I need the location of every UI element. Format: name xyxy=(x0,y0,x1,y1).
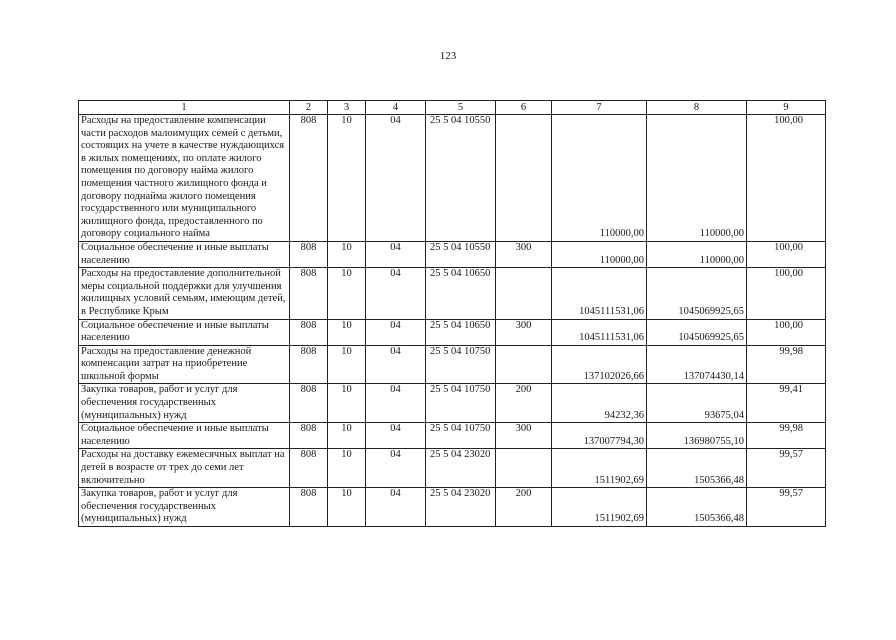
subsection-cell: 04 xyxy=(366,115,426,242)
executed-amount-cell: 1045069925,65 xyxy=(647,268,747,319)
percent-cell: 99,98 xyxy=(747,345,826,384)
subsection-cell: 04 xyxy=(366,268,426,319)
column-header: 2 xyxy=(290,101,328,115)
target-article-cell: 25 5 04 10550 xyxy=(426,241,496,267)
row-name-cell: Расходы на предоставление денежной компенсации затрат на приобретение школьной формы xyxy=(79,345,290,384)
planned-amount-cell: 110000,00 xyxy=(552,241,647,267)
planned-amount-cell: 1045111531,06 xyxy=(552,319,647,345)
planned-amount-cell: 137102026,66 xyxy=(552,345,647,384)
admin-code-cell: 808 xyxy=(290,384,328,423)
target-article-cell: 25 5 04 10650 xyxy=(426,268,496,319)
table-row xyxy=(79,384,826,423)
executed-amount-cell: 110000,00 xyxy=(647,241,747,267)
section-cell: 10 xyxy=(328,423,366,449)
section-cell: 10 xyxy=(328,449,366,488)
percent-cell: 100,00 xyxy=(747,319,826,345)
percent-cell: 100,00 xyxy=(747,241,826,267)
column-header: 5 xyxy=(426,101,496,115)
planned-amount-cell: 94232,36 xyxy=(552,384,647,423)
table-row xyxy=(79,423,826,449)
admin-code-cell: 808 xyxy=(290,345,328,384)
table-header-row xyxy=(79,101,826,115)
section-cell: 10 xyxy=(328,488,366,527)
executed-amount-cell: 93675,04 xyxy=(647,384,747,423)
section-cell: 10 xyxy=(328,241,366,267)
admin-code-cell: 808 xyxy=(290,241,328,267)
executed-amount-cell: 136980755,10 xyxy=(647,423,747,449)
row-name-cell: Расходы на предоставление дополнительной меры социальной поддержки для улучшения жилищных условий семьям, имеющим детей, в Республике Крым xyxy=(79,268,290,319)
executed-amount-cell: 1045069925,65 xyxy=(647,319,747,345)
table-row xyxy=(79,449,826,488)
section-cell: 10 xyxy=(328,115,366,242)
expense-type-cell xyxy=(496,345,552,384)
subsection-cell: 04 xyxy=(366,423,426,449)
executed-amount-cell: 1505366,48 xyxy=(647,488,747,527)
table-row xyxy=(79,319,826,345)
expense-type-cell: 200 xyxy=(496,384,552,423)
percent-cell: 99,98 xyxy=(747,423,826,449)
target-article-cell: 25 5 04 10550 xyxy=(426,115,496,242)
row-name-cell: Расходы на предоставление компенсации части расходов малоимущих семей с детьми, состоящих на учете в качестве нуждающихся в жилых помещениях, по оплате жилого помещения по договору найма жилого помещения частного жилищного фонда и договору поднайма жилого помещения государственного или муниципального жилищного фонда, предоставленного по договору социального найма xyxy=(79,115,290,242)
expense-type-cell xyxy=(496,115,552,242)
admin-code-cell: 808 xyxy=(290,423,328,449)
table-row xyxy=(79,241,826,267)
section-cell: 10 xyxy=(328,384,366,423)
admin-code-cell: 808 xyxy=(290,319,328,345)
table-row xyxy=(79,268,826,319)
expense-type-cell xyxy=(496,449,552,488)
column-header: 6 xyxy=(496,101,552,115)
admin-code-cell: 808 xyxy=(290,449,328,488)
column-header: 7 xyxy=(552,101,647,115)
planned-amount-cell: 1045111531,06 xyxy=(552,268,647,319)
row-name-cell: Социальное обеспечение и иные выплаты населению xyxy=(79,423,290,449)
expense-type-cell xyxy=(496,268,552,319)
target-article-cell: 25 5 04 23020 xyxy=(426,488,496,527)
percent-cell: 100,00 xyxy=(747,115,826,242)
target-article-cell: 25 5 04 10750 xyxy=(426,384,496,423)
column-header: 1 xyxy=(79,101,290,115)
percent-cell: 100,00 xyxy=(747,268,826,319)
percent-cell: 99,57 xyxy=(747,488,826,527)
target-article-cell: 25 5 04 10750 xyxy=(426,345,496,384)
planned-amount-cell: 1511902,69 xyxy=(552,488,647,527)
planned-amount-cell: 137007794,30 xyxy=(552,423,647,449)
expense-type-cell: 300 xyxy=(496,423,552,449)
row-name-cell: Закупка товаров, работ и услуг для обеспечения государственных (муниципальных) нужд xyxy=(79,384,290,423)
subsection-cell: 04 xyxy=(366,449,426,488)
table-row xyxy=(79,488,826,527)
executed-amount-cell: 1505366,48 xyxy=(647,449,747,488)
row-name-cell: Закупка товаров, работ и услуг для обеспечения государственных (муниципальных) нужд xyxy=(79,488,290,527)
subsection-cell: 04 xyxy=(366,319,426,345)
expense-type-cell: 300 xyxy=(496,241,552,267)
subsection-cell: 04 xyxy=(366,384,426,423)
executed-amount-cell: 110000,00 xyxy=(647,115,747,242)
percent-cell: 99,41 xyxy=(747,384,826,423)
column-header: 4 xyxy=(366,101,426,115)
section-cell: 10 xyxy=(328,345,366,384)
admin-code-cell: 808 xyxy=(290,115,328,242)
section-cell: 10 xyxy=(328,319,366,345)
budget-table xyxy=(78,100,826,527)
column-header: 3 xyxy=(328,101,366,115)
table-row xyxy=(79,115,826,242)
target-article-cell: 25 5 04 10750 xyxy=(426,423,496,449)
row-name-cell: Социальное обеспечение и иные выплаты населению xyxy=(79,241,290,267)
executed-amount-cell: 137074430,14 xyxy=(647,345,747,384)
target-article-cell: 25 5 04 23020 xyxy=(426,449,496,488)
subsection-cell: 04 xyxy=(366,488,426,527)
column-header: 8 xyxy=(647,101,747,115)
section-cell: 10 xyxy=(328,268,366,319)
row-name-cell: Социальное обеспечение и иные выплаты населению xyxy=(79,319,290,345)
admin-code-cell: 808 xyxy=(290,268,328,319)
planned-amount-cell: 110000,00 xyxy=(552,115,647,242)
expense-type-cell: 200 xyxy=(496,488,552,527)
admin-code-cell: 808 xyxy=(290,488,328,527)
column-header: 9 xyxy=(747,101,826,115)
row-name-cell: Расходы на доставку ежемесячных выплат на детей в возрасте от трех до семи лет включительно xyxy=(79,449,290,488)
target-article-cell: 25 5 04 10650 xyxy=(426,319,496,345)
subsection-cell: 04 xyxy=(366,241,426,267)
page-number: 123 xyxy=(439,50,457,62)
expense-type-cell: 300 xyxy=(496,319,552,345)
planned-amount-cell: 1511902,69 xyxy=(552,449,647,488)
subsection-cell: 04 xyxy=(366,345,426,384)
percent-cell: 99,57 xyxy=(747,449,826,488)
table-row xyxy=(79,345,826,384)
